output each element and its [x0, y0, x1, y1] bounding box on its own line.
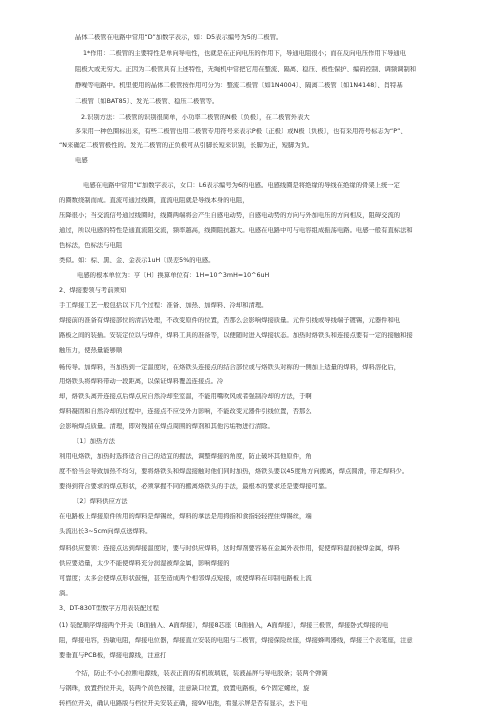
- text-line: 触压力，使热量能够顺: [59, 347, 123, 354]
- text-line: 2、焊接要领与考前须知: [59, 287, 127, 294]
- text-line: 个结，防止不小心拉断电源线，装表正面的有机玻璃底，装液晶屏与导电胶条；装两个弹簧: [75, 670, 328, 677]
- text-line: 路板之间的装插。安装定位以与焊件，焊料工具的准备等，以便随时进入焊接状态。加热时烙铁头和连接点要有一定的接触和接: [59, 332, 413, 339]
- text-line: (1) 装配顺序焊接两个开关〔B面插入、A面焊接〕，焊接8芯座〔B面插入，A面焊接〕，焊接三极管，焊接卧式焊接的电: [59, 622, 389, 629]
- text-line: 电感: [75, 157, 88, 164]
- text-line: 头流出长3~5cm向焊点送焊料。: [59, 528, 152, 535]
- text-line: 要垂直与PCB板，焊接电源线，注意打: [59, 652, 167, 659]
- text-line: 可靠度；太多会使焊点形状鼓慢，甚至造成两个相邻焊点短接，或使焊料在印制电路板上流: [59, 575, 312, 582]
- text-line: 与钢珠，放置挡位开关，装两个黄色按键，注意缺口位置，放置电路板，6个固定螺丝，旋: [59, 685, 310, 692]
- text-line: 要得到符合要求的焊点形状，必须掌握不同的搬离烙铁头的手法，最根本的要求还是要焊接可靠。: [59, 483, 331, 490]
- text-line: 焊料凝固和自然冷却的过程中，连接点不应受外力影响，不能改变元器件引线位置，否那么: [59, 408, 312, 415]
- text-line: 却，烙铁头离开连接点后焊点应自然冷却至室温，不能用嘴吹风或者强制冷却的方法，于啊: [59, 393, 312, 400]
- text-line: 〔1〕加热方法: [73, 438, 115, 445]
- text-line: 3、DT-830T型数字万用表装配过程: [59, 605, 159, 612]
- text-line: 类似。如：棕、黑、金、金表示1uH〔误差5%的电感。: [59, 257, 215, 264]
- text-line: 焊接前的准备有焊接部位的清洁处理，不改变原件的位置，否那么会影响焊接质量。元件引线或导线端子镀锡，元器件和电: [59, 317, 401, 324]
- text-line: 会影响焊点质量。清理，即对残留在焊点周围的焊剂和其他污垢物进行清除。: [59, 423, 274, 430]
- text-line: 〔2〕焊料供应方法: [73, 498, 128, 505]
- text-line: 转档位开关，确认电路版与档位开关安装正确，接9V电池，看显示屏是否有显示，去下电: [59, 700, 308, 707]
- text-line: 静噪等电路中。机里使用的晶体二极管按作用可分为：整流二极管〔如1N4004〕、隔离二极管〔如1N4148〕、肖特基: [75, 82, 403, 89]
- text-line: 在电路板上焊接原件所用的焊料是焊锡丝，焊料的拿法是用拇指和食指轻轻捏住焊锡丝，端: [59, 513, 312, 520]
- text-line: 2.识别方法：二极管的识别很简单，小功率二极管的N极〔负极〕，在二极管外表大: [81, 114, 310, 121]
- text-line: 利用电烙铁，加热时选择适合自己的适宜的握法，调整焊接的角度，防止破坏其他原件，角: [59, 453, 312, 460]
- text-line: “N来确定二极管极性的。发光二极管的正负极可从引脚长短来识别，长脚为正，短脚为负。: [59, 142, 314, 149]
- text-line: 晶体二极管在电路中常用“D”加数字表示，如：D5表示编号为5的二极管。: [75, 34, 283, 41]
- text-line: 电感的根本单位为：亨〔H〕换算单位有：1H=10^3mH=10^6uH: [77, 272, 270, 279]
- text-line: 焊料供应要领：连接点达到焊接温度时，要与时供应焊料，这时焊剂要容易在金属外表作用，促使焊料湿润被焊金属，焊料: [59, 545, 401, 552]
- text-line: 的圈数绕制而成。直流可通过线圈，直流电阻就是导线本身的电阻，: [59, 197, 249, 204]
- text-line: 压降很小；当交流信号通过线圈时，线圈两端将会产生自感电动势，自感电动势的方向与外加电压的方向相反，阻碍交流的: [59, 212, 401, 219]
- text-line: 用烙铁头将焊料带动一段距离，以保证焊料覆盖连接点。冷: [59, 378, 224, 385]
- text-line: 二极管〔如BAT85〕、发光二极管、稳压二极管等。: [75, 98, 219, 105]
- text-line: 1*作用：二极管的主要特性是单向导电性，也就是在正向电压的作用下，导通电阻很小；而在反向电压作用下导通电: [83, 50, 407, 57]
- text-line: 阻极大或无穷大。正因为二极管具有上述特性，无绳机中常把它用在整流、隔离、稳压、极性保护、编码控制、调频调制和: [75, 66, 417, 73]
- text-line: 色标法，色标法与电阻: [59, 242, 123, 249]
- text-line: 畅传导。加焊料，当加热到一定温度时，在烙铁头连接点的结合部位或与烙铁头对称的一侧加上适量的焊料，焊料溶化后，: [59, 364, 401, 371]
- text-line: 淌。: [59, 590, 72, 597]
- text-line: 供应要适量，太少不能使焊料充分润湿被焊金属，影响焊接的: [59, 560, 230, 567]
- text-line: 电感在电路中常用“L”加数字表示，女口：L6表示编号为6的电感。电感线圈是将绝缘的导线在绝缘的骨架上统一定: [83, 182, 400, 189]
- text-line: 手工焊接工艺一般包括以下几个过程：准备、加热、加焊料、冷却和清理。: [59, 302, 268, 309]
- text-line: 通过，所以电感的特性是通直流阻交流，频率越高，线圈阻抗越大。电感在电路中可与电容组成振荡电路。电感一般有直标法和: [59, 227, 413, 234]
- text-line: 度不恰当会导致加热不均匀，要将烙铁头和焊盘接触对他们同时加热，烙铁头要以45度角方向搬离，焊点圆滑，带走焊料少。: [59, 468, 409, 475]
- text-line: 多采用一种色圈标出来，有些二极管也用二极管专用符号来表示P极〔正极〕或N极〔负极〕，也有采用符号标志为“P”、: [75, 128, 407, 135]
- text-line: 阻，焊接电容，热敏电阻，焊接电位器，焊接直立安装的电阻与二极管，焊接保险丝座，焊接蜂鸣器线，焊接三个表笔座，注意: [59, 637, 413, 644]
